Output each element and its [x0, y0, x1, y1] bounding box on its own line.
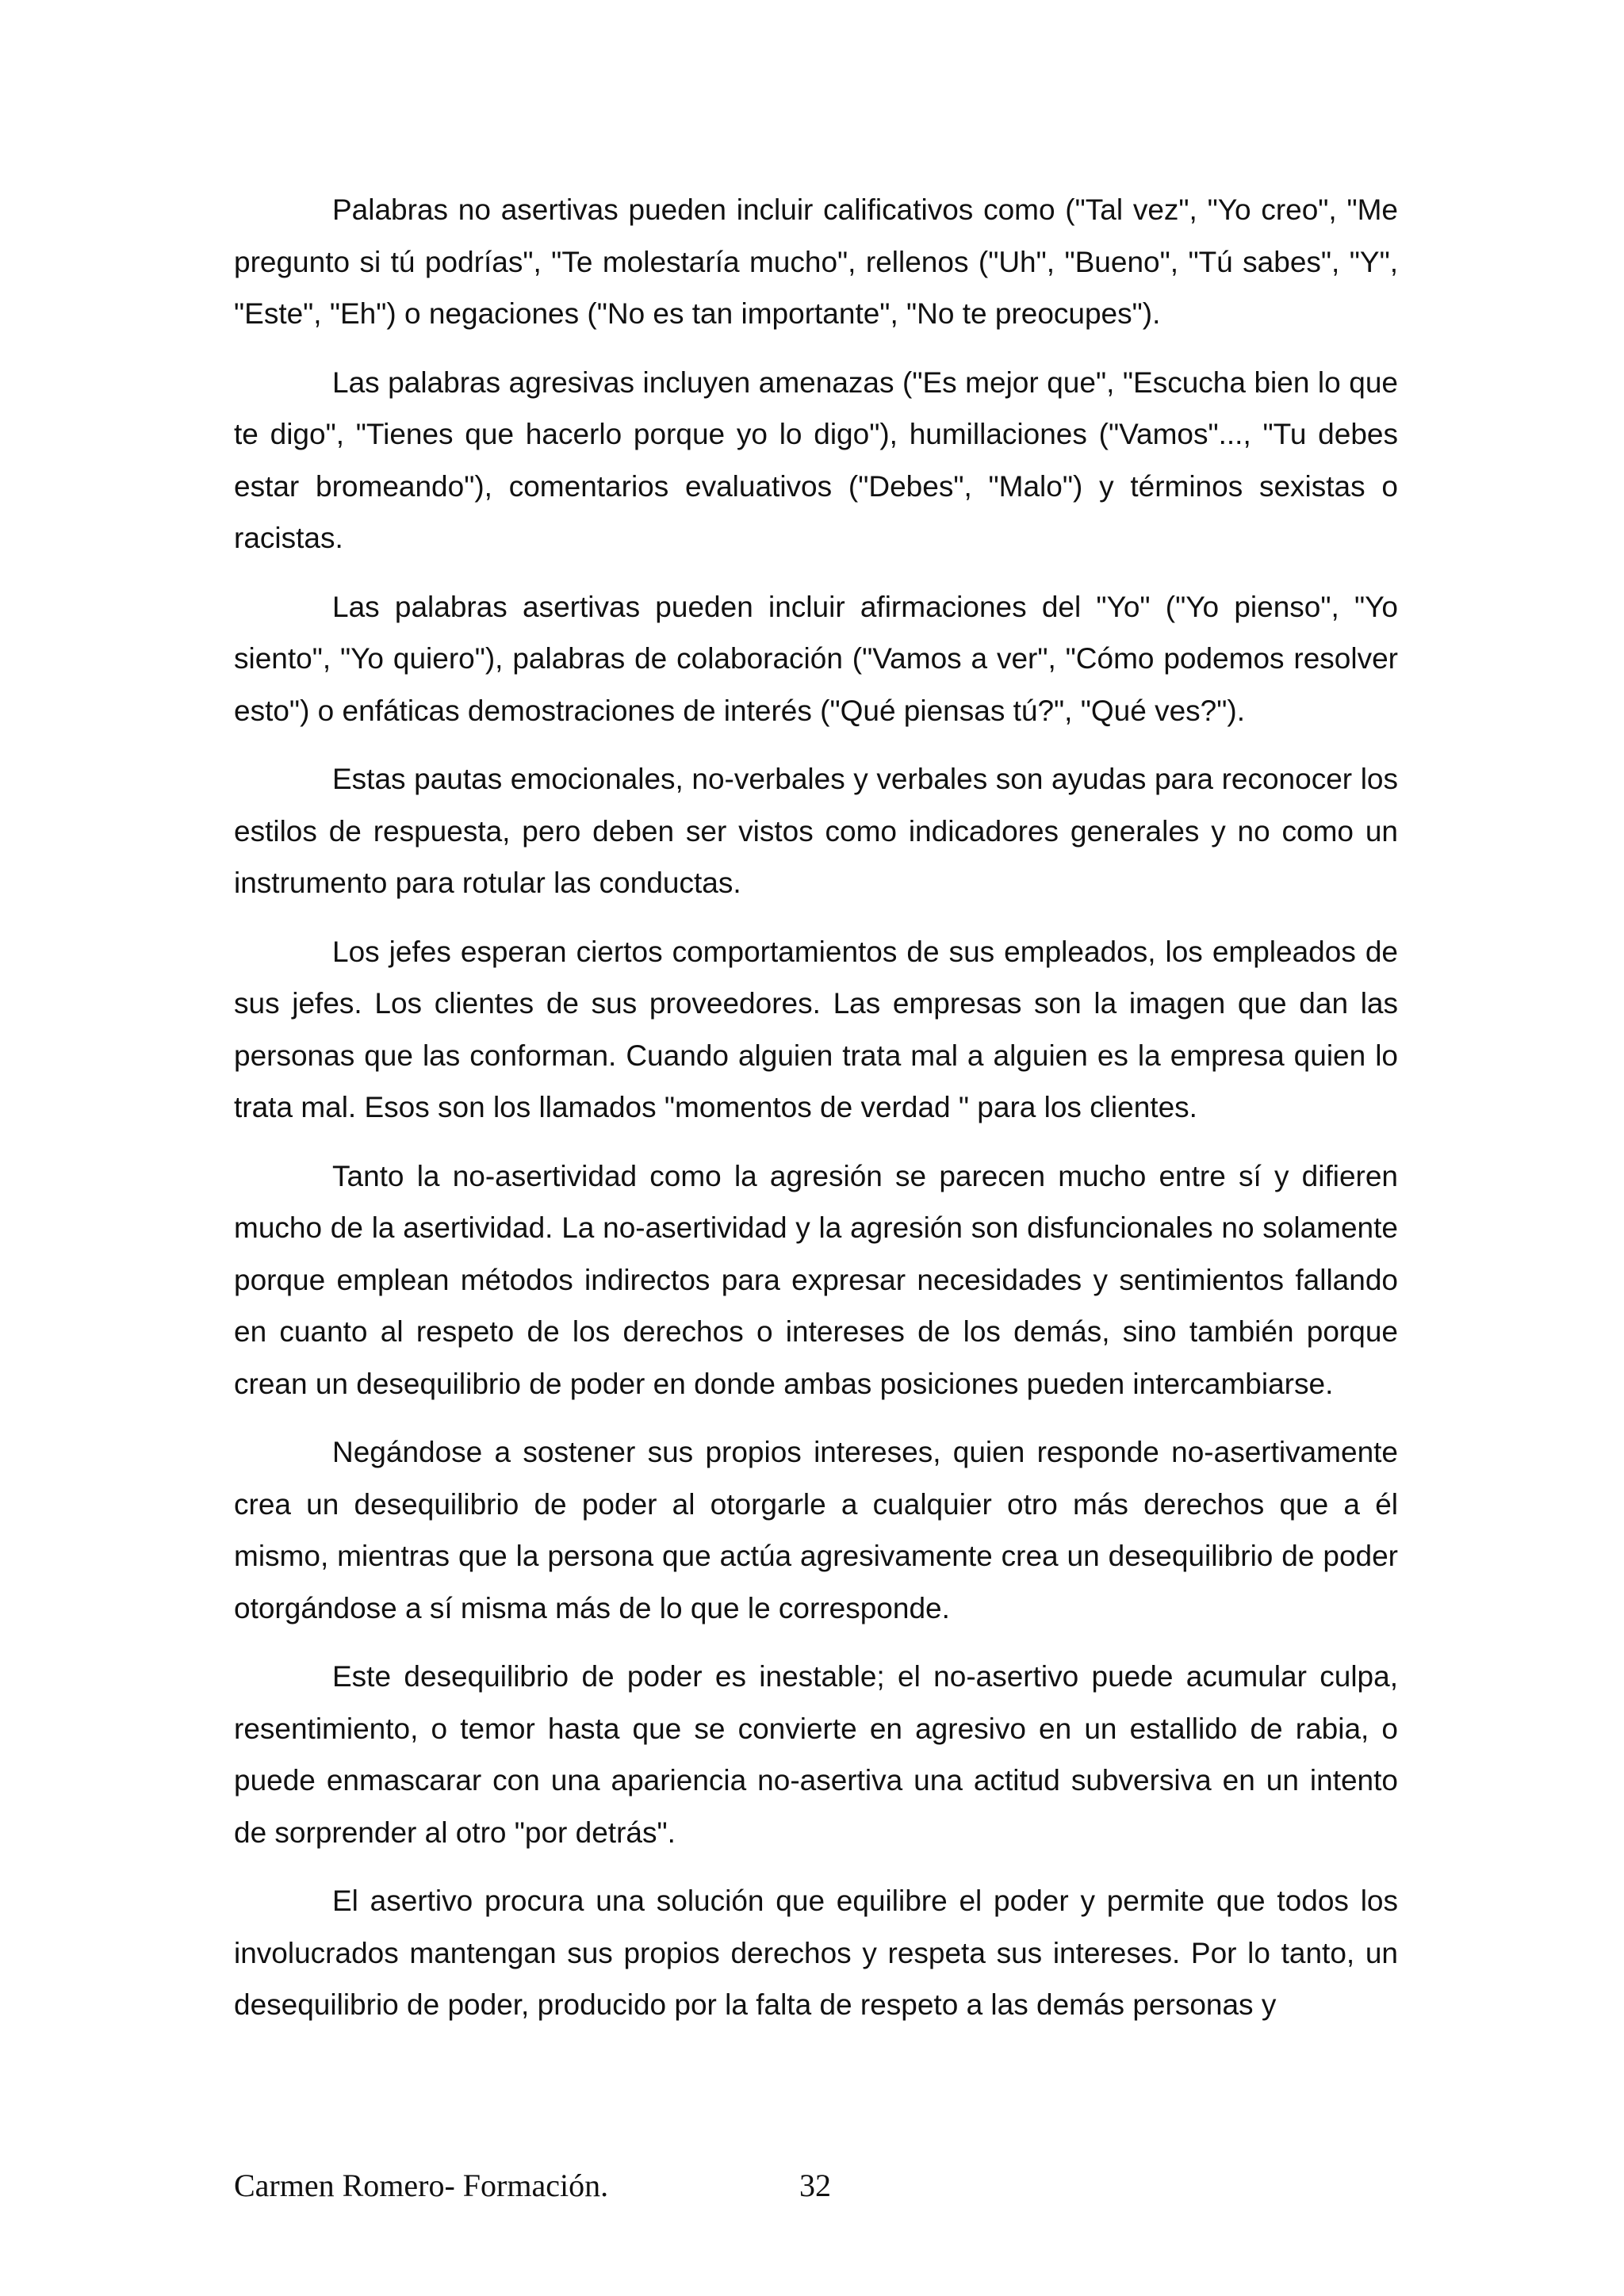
paragraph-bosses-employees: Los jefes esperan ciertos comportamientos de sus empleados, los empleados de sus jefes. Los clientes de sus proveedores. Las empresas son la imagen que dan las personas que las conforman. Cuando alguien trata mal a alguien es la empresa quien lo trata mal. Esos son los llamados "momentos de verdad " para los clientes. — [234, 935, 1398, 1123]
footer-author: Carmen Romero- Formación. — [234, 2168, 609, 2203]
paragraph-nonassertiveness-aggression: Tanto la no-asertividad como la agresión se parecen mucho entre sí y difieren mucho de la asertividad. La no-asertividad y la agresión son disfuncionales no solamente porque emplean métodos indirectos para expresar necesidades y sentimientos fallando en cuanto al respeto de los derechos o intereses de los demás, sino también porque crean un desequilibrio de poder en donde ambas posiciones pueden intercambiarse. — [234, 1159, 1398, 1400]
page-footer — [234, 2167, 1398, 2214]
paragraph-power-imbalance: Negándose a sostener sus propios intereses, quien responde no-asertivamente crea un desequilibrio de poder al otorgarle a cualquier otro más derechos que a él mismo, mientras que la persona que actúa agresivamente crea un desequilibrio de poder otorgándose a sí misma más de lo que le corresponde. — [234, 1436, 1398, 1624]
body-text — [234, 184, 1398, 2048]
paragraph-nonassertive-words: Palabras no asertivas pueden incluir calificativos como ("Tal vez", "Yo creo", "Me pregunto si tú podrías", "Te molestaría mucho", rellenos ("Uh", "Bueno", "Tú sabes", "Y", "Este", "Eh") o negaciones ("No es tan importante", "No te preocupes"). — [234, 193, 1398, 330]
paragraph-response-styles: Estas pautas emocionales, no-verbales y verbales son ayudas para reconocer los estilos de respuesta, pero deben ser vistos como indicadores generales y no como un instrumento para rotular las conductas. — [234, 763, 1398, 899]
paragraph-aggressive-words: Las palabras agresivas incluyen amenazas ("Es mejor que", "Escucha bien lo que te digo", "Tienes que hacerlo porque yo lo digo"), humillaciones ("Vamos"..., "Tu debes estar bromeando"), comentarios evaluativos ("Debes", "Malo") y términos sexistas o racistas. — [234, 365, 1398, 554]
page-number: 32 — [799, 2168, 831, 2203]
paragraph-assertive-solution: El asertivo procura una solución que equilibre el poder y permite que todos los involucrados mantengan sus propios derechos y respeta sus intereses. Por lo tanto, un desequilibrio de poder, producido por la falta de respeto a las demás personas y — [234, 1885, 1398, 2021]
paragraph-assertive-words: Las palabras asertivas pueden incluir afirmaciones del "Yo" ("Yo pienso", "Yo siento", "Yo quiero"), palabras de colaboración ("Vamos a ver", "Cómo podemos resolver esto") o enfáticas demostraciones de interés ("Qué piensas tú?", "Qué ves?"). — [234, 590, 1398, 727]
paragraph-unstable-imbalance: Este desequilibrio de poder es inestable; el no-asertivo puede acumular culpa, resentimiento, o temor hasta que se convierte en agresivo en un estallido de rabia, o puede enmascarar con una apariencia no-asertiva una actitud subversiva en un intento de sorprender al otro "por detrás". — [234, 1660, 1398, 1849]
